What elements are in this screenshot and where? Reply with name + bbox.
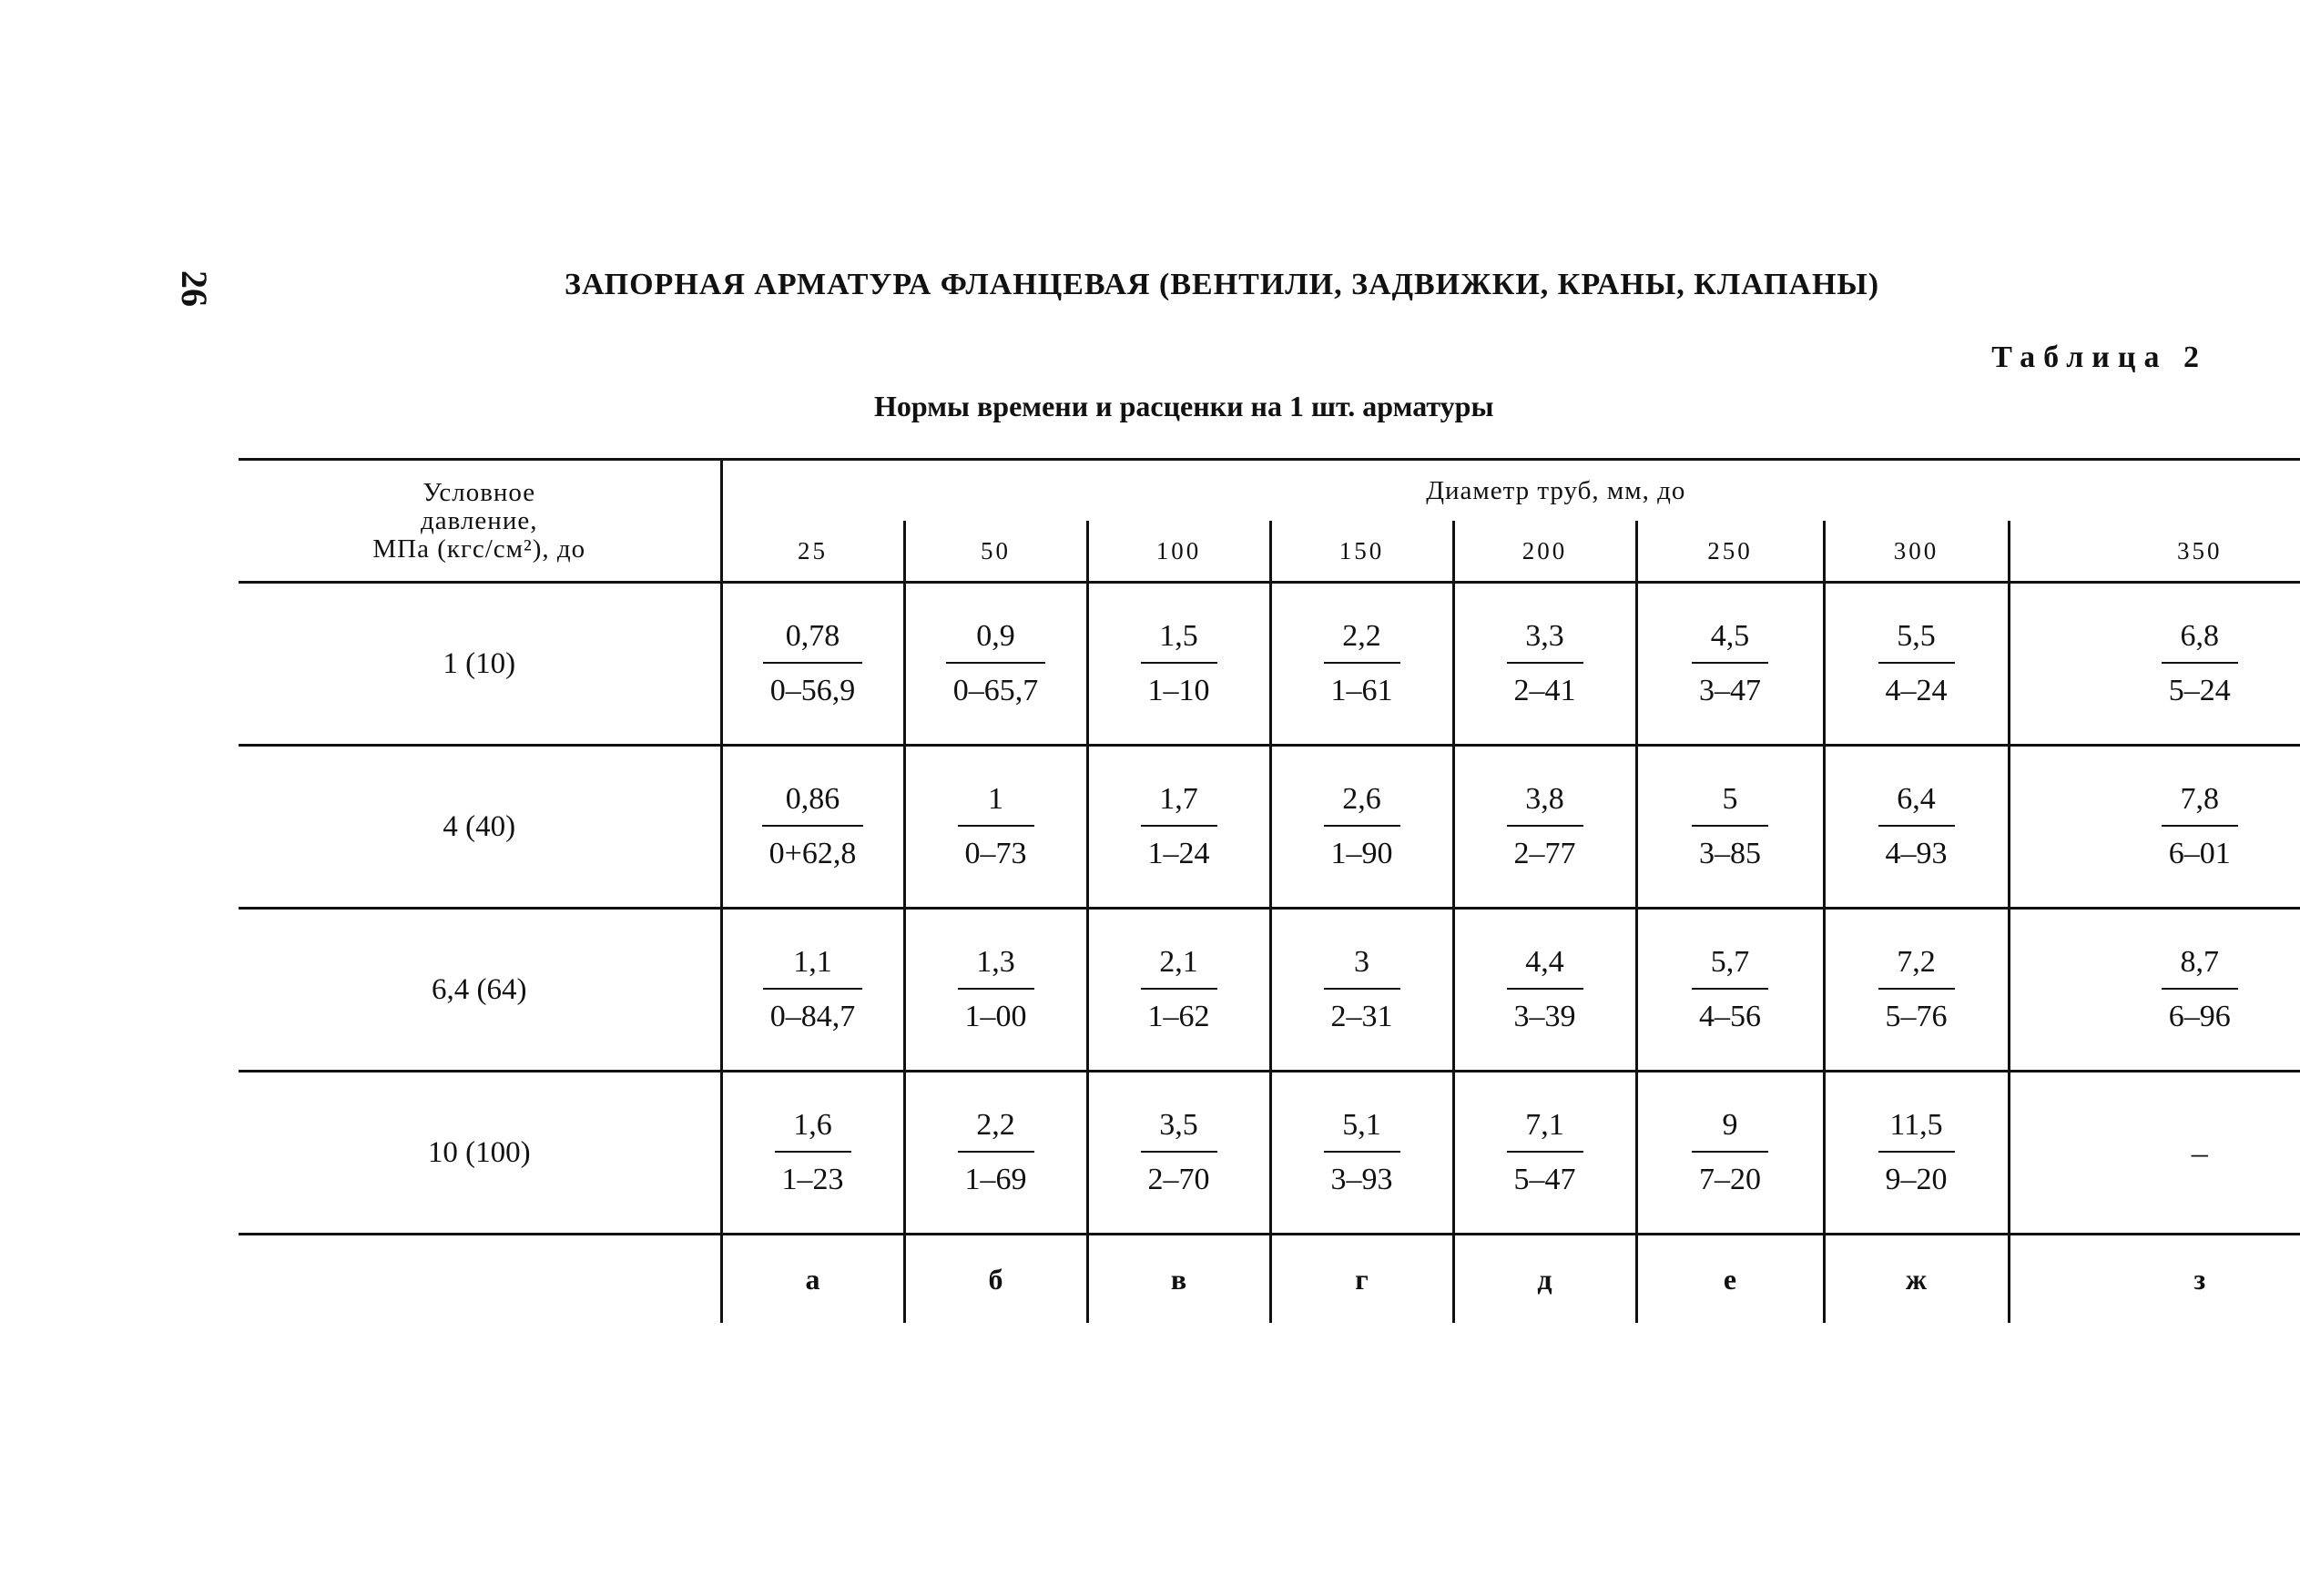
norm-cell [1087, 1072, 1270, 1235]
price-rate: 1–90 [1330, 837, 1393, 870]
norm-cell [1824, 909, 2009, 1072]
column-letter: г [1270, 1235, 1453, 1324]
size-header-cell: 200 [1453, 521, 1636, 583]
size-header-cell: 300 [1824, 521, 2009, 583]
norm-fraction [763, 944, 863, 1035]
norms-table [239, 458, 2300, 1323]
norm-fraction [1324, 618, 1400, 709]
size-header-cell: 50 [904, 521, 1087, 583]
norm-fraction [946, 618, 1046, 709]
norm-cell [721, 746, 904, 909]
norm-fraction [958, 944, 1034, 1035]
time-norm: 2,1 [1141, 944, 1217, 990]
price-rate: 7–20 [1699, 1163, 1761, 1196]
table-row [239, 909, 2300, 1072]
header-title: ЗАПОРНАЯ АРМАТУРА ФЛАНЦЕВАЯ (ВЕНТИЛИ, ЗАДВИЖКИ, КРАНЫ, КЛАПАНЫ) [565, 268, 1880, 301]
time-norm: 4,4 [1507, 944, 1583, 990]
norm-fraction [1878, 781, 1955, 872]
norm-fraction [775, 1107, 851, 1198]
time-norm: 3,3 [1507, 618, 1583, 664]
norm-fraction [958, 1107, 1034, 1198]
norm-cell [1453, 583, 1636, 746]
norm-cell [1087, 746, 1270, 909]
price-rate: 6–01 [2168, 837, 2231, 870]
column-letter: е [1636, 1235, 1824, 1324]
norm-cell [904, 583, 1087, 746]
norm-cell [1453, 746, 1636, 909]
column-letter: д [1453, 1235, 1636, 1324]
time-norm: 1 [958, 781, 1034, 827]
pressure-cell: 1 (10) [443, 646, 516, 680]
time-norm: 7,2 [1878, 944, 1955, 990]
norm-cell [1636, 1072, 1824, 1235]
norm-cell [1087, 583, 1270, 746]
norm-fraction [762, 781, 864, 872]
norm-fraction [1324, 1107, 1400, 1198]
table-label: Таблица 2 [1991, 341, 2207, 374]
norm-fraction [1141, 781, 1217, 872]
norm-fraction [1878, 618, 1955, 709]
norm-fraction [1878, 1107, 1955, 1198]
column-letter-row [239, 1235, 2300, 1324]
price-rate: 1–23 [781, 1163, 844, 1196]
time-norm: 1,1 [763, 944, 863, 990]
price-rate: 6–96 [2168, 1000, 2231, 1033]
time-norm: 1,6 [775, 1107, 851, 1153]
letter-row-spacer [239, 1235, 721, 1324]
time-norm: 3 [1324, 944, 1400, 990]
price-rate: 0–56,9 [769, 674, 856, 707]
norm-cell [2009, 583, 2300, 746]
price-rate: 5–24 [2168, 674, 2231, 707]
norm-cell [721, 909, 904, 1072]
pressure-cell: 10 (100) [427, 1135, 531, 1169]
norm-cell [1824, 583, 2009, 746]
time-norm: 2,6 [1324, 781, 1400, 827]
page-number: 26 [174, 270, 215, 307]
norm-cell [1636, 909, 1824, 1072]
column-letter: а [721, 1235, 904, 1324]
price-rate: 9–20 [1885, 1163, 1948, 1196]
size-header-cell: 350 [2009, 521, 2300, 583]
price-rate: 0–73 [964, 837, 1027, 870]
norm-fraction [1507, 1107, 1583, 1198]
norm-cell [904, 746, 1087, 909]
diameter-header: Диаметр труб, мм, до [721, 460, 2300, 522]
price-rate: 2–41 [1513, 674, 1576, 707]
time-norm: 1,3 [958, 944, 1034, 990]
price-rate: 1–24 [1147, 837, 1210, 870]
price-rate: 3–47 [1699, 674, 1761, 707]
price-rate: 4–56 [1699, 1000, 1761, 1033]
norm-cell [1270, 746, 1453, 909]
pressure-header-line2: давление, [421, 505, 538, 535]
time-norm: 1,5 [1141, 618, 1217, 664]
norm-cell [1453, 1072, 1636, 1235]
column-letter: з [2009, 1235, 2300, 1324]
price-rate: 5–76 [1885, 1000, 1948, 1033]
time-norm: 5 [1692, 781, 1768, 827]
price-rate: 3–93 [1330, 1163, 1393, 1196]
price-rate: 1–00 [964, 1000, 1027, 1033]
size-header-cell: 150 [1270, 521, 1453, 583]
price-rate: 5–47 [1513, 1163, 1576, 1196]
norm-fraction [1507, 944, 1583, 1035]
time-norm: 6,8 [2162, 618, 2238, 664]
norm-fraction [1878, 944, 1955, 1035]
norm-fraction [1692, 781, 1768, 872]
pressure-cell: 4 (40) [443, 809, 516, 843]
column-letter: б [904, 1235, 1087, 1324]
pressure-header-line1: Условное [422, 477, 536, 507]
time-norm: 0,9 [946, 618, 1046, 664]
price-rate: 1–61 [1330, 674, 1393, 707]
norm-cell [2009, 909, 2300, 1072]
size-header-cell: 25 [721, 521, 904, 583]
price-rate: 0–65,7 [952, 674, 1039, 707]
time-norm: 0,86 [762, 781, 864, 827]
time-norm: 7,1 [1507, 1107, 1583, 1153]
price-rate: 0–84,7 [769, 1000, 856, 1033]
table-row [239, 1072, 2300, 1235]
norm-fraction [1324, 781, 1400, 872]
header-row [239, 460, 2300, 522]
pressure-cell: 6,4 (64) [432, 972, 527, 1006]
price-rate: 3–85 [1699, 837, 1761, 870]
price-rate: 3–39 [1513, 1000, 1576, 1033]
table-row [239, 746, 2300, 909]
price-rate: 0+62,8 [768, 837, 857, 870]
norm-cell [1087, 909, 1270, 1072]
norm-fraction [1141, 944, 1217, 1035]
price-rate: 4–93 [1885, 837, 1948, 870]
time-norm: 7,8 [2162, 781, 2238, 827]
size-header-cell: 100 [1087, 521, 1270, 583]
price-rate: 1–10 [1147, 674, 1210, 707]
norm-cell [1824, 746, 2009, 909]
table-row [239, 583, 2300, 746]
norm-cell [1636, 746, 1824, 909]
time-norm: 4,5 [1692, 618, 1768, 664]
time-norm: 5,1 [1324, 1107, 1400, 1153]
norm-fraction [1507, 618, 1583, 709]
norm-cell [721, 583, 904, 746]
norm-fraction [1692, 944, 1768, 1035]
time-norm: 3,8 [1507, 781, 1583, 827]
norm-cell [1270, 583, 1453, 746]
norm-fraction [763, 618, 863, 709]
price-rate: 1–62 [1147, 1000, 1210, 1033]
time-norm: 3,5 [1141, 1107, 1217, 1153]
time-norm: 6,4 [1878, 781, 1955, 827]
time-norm: 2,2 [958, 1107, 1034, 1153]
norm-cell [904, 1072, 1087, 1235]
norm-fraction [2162, 618, 2238, 709]
column-letter: ж [1824, 1235, 2009, 1324]
norm-fraction [1141, 618, 1217, 709]
norm-cell [1636, 583, 1824, 746]
price-rate: 2–31 [1330, 1000, 1393, 1033]
norm-fraction [958, 781, 1034, 872]
time-norm: 1,7 [1141, 781, 1217, 827]
time-norm: 5,5 [1878, 618, 1955, 664]
price-rate: 2–77 [1513, 837, 1576, 870]
norm-cell [904, 909, 1087, 1072]
norm-cell [1824, 1072, 2009, 1235]
time-norm: 5,7 [1692, 944, 1768, 990]
pressure-column-header [239, 460, 721, 583]
norm-fraction [1507, 781, 1583, 872]
table-caption: Нормы времени и расценки на 1 шт. арматуры [874, 390, 1494, 422]
norm-cell [2009, 746, 2300, 909]
time-norm: 11,5 [1878, 1107, 1955, 1153]
norm-fraction [2162, 944, 2238, 1035]
pressure-header-line3: МПа (кгс/см²), до [372, 534, 586, 564]
price-rate: 1–69 [964, 1163, 1027, 1196]
norm-cell [721, 1072, 904, 1235]
time-norm: 8,7 [2162, 944, 2238, 990]
column-letter: в [1087, 1235, 1270, 1324]
norm-fraction [1692, 618, 1768, 709]
norm-fraction [1692, 1107, 1768, 1198]
price-rate: 2–70 [1147, 1163, 1210, 1196]
norm-cell [1270, 1072, 1453, 1235]
norm-fraction [1141, 1107, 1217, 1198]
price-rate: 4–24 [1885, 674, 1948, 707]
time-norm: 9 [1692, 1107, 1768, 1153]
time-norm: 0,78 [763, 618, 863, 664]
norm-cell: – [2009, 1072, 2300, 1235]
norm-fraction [1324, 944, 1400, 1035]
norm-fraction [2162, 781, 2238, 872]
norm-cell [1270, 909, 1453, 1072]
time-norm: 2,2 [1324, 618, 1400, 664]
size-header-cell: 250 [1636, 521, 1824, 583]
norm-cell [1453, 909, 1636, 1072]
